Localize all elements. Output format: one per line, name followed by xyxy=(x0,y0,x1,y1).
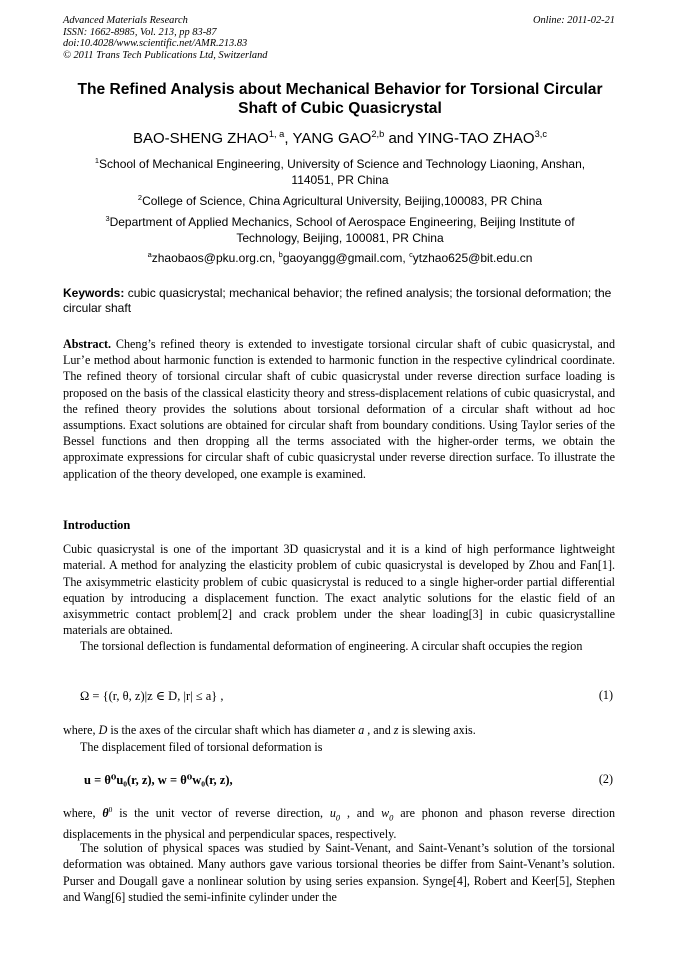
email-sup: b xyxy=(278,250,283,259)
author-sup: 1, a xyxy=(268,129,285,139)
online-date: Online: 2011-02-21 xyxy=(532,15,615,26)
author-sup: 2,b xyxy=(371,129,385,139)
text-run: where, xyxy=(63,723,99,737)
author-list xyxy=(60,130,620,148)
title-line-2: Shaft of Cubic Quasicrystal xyxy=(238,100,442,117)
journal-copyright: © 2011 Trans Tech Publications Ltd, Switzerland xyxy=(63,49,268,61)
paragraph-displacement: The displacement filed of torsional deformation is xyxy=(80,740,323,754)
text-run: where, xyxy=(63,806,103,820)
affiliation-text: Technology, Beijing, 100081, PR China xyxy=(236,231,444,245)
affiliation-number: 2 xyxy=(137,193,143,202)
affiliation-text: College of Science, China Agricultural University, Beijing,100083, PR China xyxy=(142,194,543,208)
paper-title xyxy=(60,80,620,118)
journal-name: Advanced Materials Research xyxy=(63,15,188,26)
math-sub: 0 xyxy=(335,812,341,823)
email-list xyxy=(60,250,620,266)
email-sup: c xyxy=(409,250,413,259)
keywords xyxy=(63,286,615,316)
equation-1: Ω = {(r, θ, z)|z ∈ D, |r| ≤ a} , xyxy=(80,689,224,703)
text-run: is the axes of the circular shaft which has diameter xyxy=(107,723,359,737)
math-symbol: D xyxy=(98,723,108,737)
text-run: is slewing axis. xyxy=(398,723,476,737)
math-symbol: θ xyxy=(102,806,109,820)
text-run: , and xyxy=(364,723,394,737)
author-name: BAO-SHENG ZHAO xyxy=(132,130,269,147)
section-heading: Introduction xyxy=(63,518,131,532)
affiliation-3 xyxy=(60,214,620,246)
author-sup: 3,c xyxy=(534,129,548,139)
paragraph-where-1 xyxy=(63,722,615,738)
author-separator: , xyxy=(284,130,293,147)
paragraph-saint-venant: The solution of physical spaces was studied by Saint-Venant, and Saint-Venant’s solution of the torsional deformation was obtained. Many authors gave various torsional theories be differ from Saint-Venant’s solution. Purser and Dougall gave a nonlinear solution by using series expansion. Synge[4], Robert and Keer[5], Stephen and Wang[6] studied the semi-infinite cylinder under the xyxy=(63,841,615,904)
keywords-label: Keywords: xyxy=(63,286,125,300)
paragraph-where-2 xyxy=(63,805,615,842)
intro-paragraph-1: Cubic quasicrystal is one of the important 3D quasicrystal and it is a kind of high performance lightweight material. A method for analyzing the elasticity problem of cubic quasicrystal is developed by Zhou and Fan[1]. The axisymmetric elasticity problem of cubic quasicrystal is reduced to a single higher-order partial differential equation by introducing a displacement function. The exact analytic solutions for the elastic field of an axisymmetric contact problem[2] and crack problem under the shear loading[3] in cubic quasicrystalline materials are obtained. xyxy=(63,542,615,638)
affiliation-2 xyxy=(60,193,620,209)
equation-number: (1) xyxy=(598,688,613,702)
math-symbol: a xyxy=(358,723,365,737)
author-separator: and xyxy=(384,130,418,147)
author-name: YANG GAO xyxy=(292,130,372,147)
journal-issn: ISSN: 1662-8985, Vol. 213, pp 83-87 xyxy=(63,26,217,38)
affiliation-1 xyxy=(60,156,620,188)
math-sup: 0 xyxy=(108,804,113,814)
author-name: YING-TAO ZHAO xyxy=(417,130,535,147)
keywords-text: cubic quasicrystal; mechanical behavior; the refined analysis; the torsional deformation; the circular shaft xyxy=(63,286,612,315)
journal-doi: doi:10.4028/www.scientific.net/AMR.213.83 xyxy=(63,38,248,50)
equation-number: (2) xyxy=(598,772,613,786)
abstract-text: Cheng’s refined theory is extended to investigate torsional circular shaft of cubic quasicrystal, and Lur’e method about harmonic function is extended to harmonic function in the respective cylindrical coordinate. The refined theory of torsional circular shaft of cubic quasicrystal under reverse direction surface loading is proposed on the basis of the classical elasticity theory and stress-displacement relations of cubic quasicrystal, and the refined theory provides the solutions about torsional deformation of a circular shaft without ad hoc assumptions. Exact solutions are obtained for circular shaft from boundary conditions. Using Taylor series of the Bessel functions and then dropping all the terms associated with the higher-order terms, we obtain the approximate expressions for circular shaft of cubic quasicrystal under reverse direction surface. To illustrate the application of the theory developed, one example is examined. xyxy=(63,337,615,481)
title-line-1: The Refined Analysis about Mechanical Behavior for Torsional Circular xyxy=(77,81,603,98)
email-separator: , xyxy=(402,251,410,265)
math-symbol: w xyxy=(381,806,390,820)
email-link[interactable]: gaoyangg@gmail.com xyxy=(282,251,403,265)
email-link[interactable]: ytzhao625@bit.edu.cn xyxy=(412,251,533,265)
abstract xyxy=(63,336,615,482)
text-run: , and xyxy=(340,806,382,820)
affiliation-number: 3 xyxy=(105,214,110,223)
affiliation-number: 1 xyxy=(94,156,100,165)
intro-paragraph-2: The torsional deflection is fundamental deformation of engineering. A circular shaft occupies the region xyxy=(80,639,583,653)
email-link[interactable]: zhaobaos@pku.org.cn xyxy=(151,251,272,265)
abstract-label: Abstract. xyxy=(63,337,112,351)
journal-header xyxy=(63,15,615,61)
email-separator: , xyxy=(272,251,279,265)
math-symbol: z xyxy=(393,723,399,737)
affiliation-text: 114051, PR China xyxy=(291,173,389,187)
math-sub: 0 xyxy=(389,812,394,823)
affiliation-text: Department of Applied Mechanics, School of Aerospace Engineering, Beijing Institute of xyxy=(109,215,575,229)
text-run: is the unit vector of reverse direction, xyxy=(112,806,330,820)
equation-2: u = θ⁰u₀(r, z), w = θ⁰w₀(r, z), xyxy=(84,773,233,787)
email-sup: a xyxy=(147,250,152,259)
text-run: are phonon and phason reverse direction displacements in the physical and perpendicular spaces, respectively. xyxy=(63,806,615,841)
math-symbol: u xyxy=(329,806,336,820)
affiliation-text: School of Mechanical Engineering, University of Science and Technology Liaoning, Anshan, xyxy=(99,157,586,171)
